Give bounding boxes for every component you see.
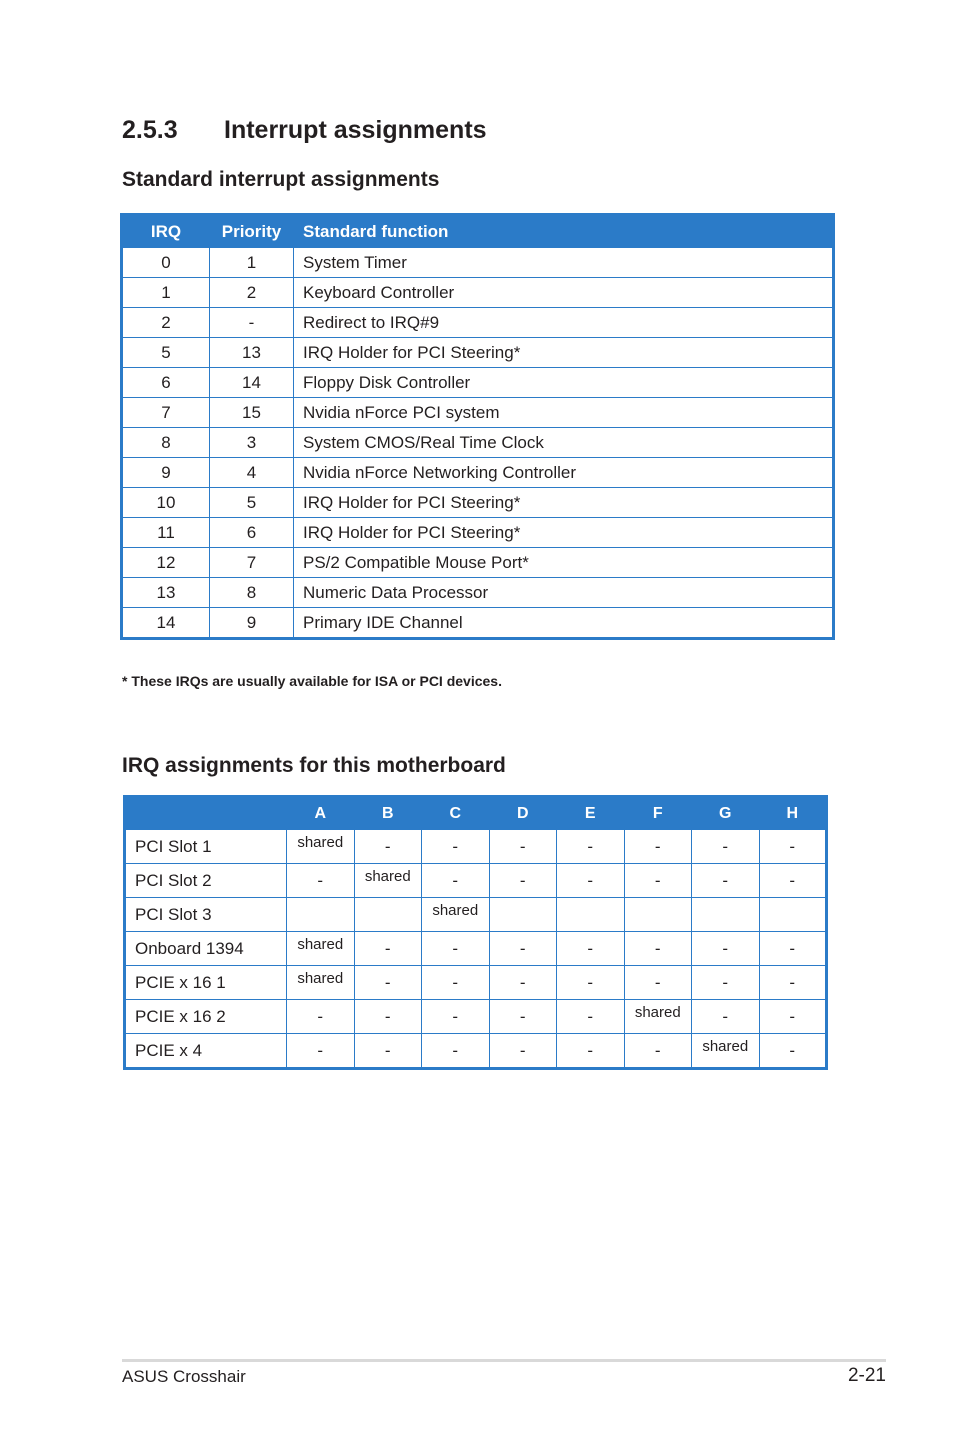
table-header-row <box>122 215 834 248</box>
function-cell: System Timer <box>294 248 834 278</box>
section-number: 2.5.3 <box>122 116 178 144</box>
assignment-cell <box>354 898 422 932</box>
irq-table-body <box>125 830 827 1069</box>
assignment-cell: - <box>557 830 625 864</box>
priority-cell: 3 <box>210 428 294 458</box>
assignment-cell: - <box>624 864 692 898</box>
assignment-cell: - <box>557 864 625 898</box>
irq-cell: 12 <box>122 548 210 578</box>
function-cell: Primary IDE Channel <box>294 608 834 639</box>
assignment-cell: - <box>422 932 490 966</box>
section-title <box>122 116 487 145</box>
assignment-cell: - <box>354 932 422 966</box>
priority-cell: 8 <box>210 578 294 608</box>
irq-assignment-table <box>123 795 828 1070</box>
irq-cell: 8 <box>122 428 210 458</box>
assignment-cell: - <box>354 830 422 864</box>
irq-cell: 11 <box>122 518 210 548</box>
device-name-cell: PCI Slot 2 <box>125 864 287 898</box>
assignment-cell: shared <box>422 898 490 932</box>
assignment-cell: - <box>557 1034 625 1069</box>
assignment-cell: - <box>489 966 557 1000</box>
assignment-cell: - <box>422 830 490 864</box>
function-cell: Redirect to IRQ#9 <box>294 308 834 338</box>
assignment-cell: - <box>489 864 557 898</box>
assignment-cell: shared <box>354 864 422 898</box>
function-cell: IRQ Holder for PCI Steering* <box>294 488 834 518</box>
priority-cell: 9 <box>210 608 294 639</box>
function-cell: Nvidia nForce Networking Controller <box>294 458 834 488</box>
table-row <box>122 368 834 398</box>
assignment-cell: shared <box>287 830 355 864</box>
table-row <box>125 1034 827 1069</box>
device-name-cell: PCIE x 4 <box>125 1034 287 1069</box>
assignment-cell: - <box>422 1034 490 1069</box>
priority-cell: 7 <box>210 548 294 578</box>
column-header-int-g: G <box>692 797 760 830</box>
standard-table-body <box>122 248 834 639</box>
table-header-row <box>125 797 827 830</box>
irq-cell: 1 <box>122 278 210 308</box>
priority-cell: 13 <box>210 338 294 368</box>
column-header-int-e: E <box>557 797 625 830</box>
function-cell: Nvidia nForce PCI system <box>294 398 834 428</box>
irq-cell: 13 <box>122 578 210 608</box>
section-title-text: Interrupt assignments <box>224 116 487 144</box>
priority-cell: 1 <box>210 248 294 278</box>
priority-cell: 15 <box>210 398 294 428</box>
assignment-cell: - <box>557 932 625 966</box>
table-row <box>122 338 834 368</box>
function-cell: Numeric Data Processor <box>294 578 834 608</box>
assignment-cell: - <box>624 966 692 1000</box>
assignment-cell: - <box>287 1000 355 1034</box>
table-row <box>125 864 827 898</box>
irq-cell: 14 <box>122 608 210 639</box>
function-cell: IRQ Holder for PCI Steering* <box>294 338 834 368</box>
function-cell: Floppy Disk Controller <box>294 368 834 398</box>
assignment-cell: - <box>489 932 557 966</box>
device-name-cell: PCIE x 16 1 <box>125 966 287 1000</box>
column-header-function: Standard function <box>294 215 834 248</box>
assignment-cell: - <box>624 830 692 864</box>
assignment-cell: - <box>692 830 760 864</box>
assignment-cell: - <box>759 864 827 898</box>
table-row <box>122 518 834 548</box>
assignment-cell: - <box>692 864 760 898</box>
assignment-cell: - <box>759 1000 827 1034</box>
assignment-cell <box>759 898 827 932</box>
device-name-cell: PCI Slot 3 <box>125 898 287 932</box>
table-row <box>125 1000 827 1034</box>
assignment-cell: - <box>489 1034 557 1069</box>
device-name-cell: Onboard 1394 <box>125 932 287 966</box>
assignment-cell: shared <box>287 966 355 1000</box>
assignment-cell: - <box>422 864 490 898</box>
assignment-cell: shared <box>692 1034 760 1069</box>
table-row <box>122 308 834 338</box>
column-header-irq: IRQ <box>122 215 210 248</box>
table-row <box>122 608 834 639</box>
footer-product-name: ASUS Crosshair <box>122 1367 246 1386</box>
irq-heading: IRQ assignments for this motherboard <box>122 754 506 777</box>
assignment-cell: - <box>287 1034 355 1069</box>
column-header-int-a: A <box>287 797 355 830</box>
irq-cell: 10 <box>122 488 210 518</box>
assignment-cell: - <box>354 966 422 1000</box>
assignment-cell: - <box>759 830 827 864</box>
function-cell: IRQ Holder for PCI Steering* <box>294 518 834 548</box>
table-row <box>125 830 827 864</box>
table-row <box>125 966 827 1000</box>
irq-cell: 5 <box>122 338 210 368</box>
irq-cell: 2 <box>122 308 210 338</box>
column-header-device <box>125 797 287 830</box>
footnote: * These IRQs are usually available for ISA or PCI devices. <box>122 673 502 689</box>
page-number: 2-21 <box>847 1365 886 1386</box>
assignment-cell: - <box>489 1000 557 1034</box>
assignment-cell: - <box>557 1000 625 1034</box>
assignment-cell: - <box>422 1000 490 1034</box>
column-header-int-b: B <box>354 797 422 830</box>
footer-rule <box>122 1359 886 1362</box>
assignment-cell: - <box>354 1034 422 1069</box>
assignment-cell: - <box>759 1034 827 1069</box>
assignment-cell: - <box>692 966 760 1000</box>
assignment-cell: - <box>287 864 355 898</box>
column-header-int-h: H <box>759 797 827 830</box>
table-row <box>125 898 827 932</box>
assignment-cell: - <box>624 932 692 966</box>
table-row <box>122 488 834 518</box>
assignment-cell: - <box>759 966 827 1000</box>
priority-cell: 5 <box>210 488 294 518</box>
assignment-cell: - <box>489 830 557 864</box>
priority-cell: - <box>210 308 294 338</box>
column-header-priority: Priority <box>210 215 294 248</box>
table-row <box>125 932 827 966</box>
assignment-cell: - <box>759 932 827 966</box>
assignment-cell <box>287 898 355 932</box>
table-row <box>122 548 834 578</box>
assignment-cell: - <box>624 1034 692 1069</box>
assignment-cell <box>624 898 692 932</box>
assignment-cell: - <box>354 1000 422 1034</box>
assignment-cell <box>557 898 625 932</box>
table-row <box>122 248 834 278</box>
table-row <box>122 428 834 458</box>
function-cell: Keyboard Controller <box>294 278 834 308</box>
standard-interrupt-table <box>120 213 835 640</box>
column-header-int-d: D <box>489 797 557 830</box>
assignment-cell: - <box>692 932 760 966</box>
priority-cell: 4 <box>210 458 294 488</box>
column-header-int-f: F <box>624 797 692 830</box>
function-cell: System CMOS/Real Time Clock <box>294 428 834 458</box>
assignment-cell <box>489 898 557 932</box>
priority-cell: 14 <box>210 368 294 398</box>
standard-heading: Standard interrupt assignments <box>122 168 440 191</box>
assignment-cell: shared <box>287 932 355 966</box>
function-cell: PS/2 Compatible Mouse Port* <box>294 548 834 578</box>
device-name-cell: PCI Slot 1 <box>125 830 287 864</box>
table-row <box>122 578 834 608</box>
irq-cell: 7 <box>122 398 210 428</box>
assignment-cell: - <box>692 1000 760 1034</box>
assignment-cell: - <box>422 966 490 1000</box>
assignment-cell: shared <box>624 1000 692 1034</box>
priority-cell: 2 <box>210 278 294 308</box>
column-header-int-c: C <box>422 797 490 830</box>
irq-cell: 6 <box>122 368 210 398</box>
irq-cell: 0 <box>122 248 210 278</box>
table-row <box>122 458 834 488</box>
table-row <box>122 278 834 308</box>
table-row <box>122 398 834 428</box>
assignment-cell: - <box>557 966 625 1000</box>
assignment-cell <box>692 898 760 932</box>
priority-cell: 6 <box>210 518 294 548</box>
device-name-cell: PCIE x 16 2 <box>125 1000 287 1034</box>
irq-cell: 9 <box>122 458 210 488</box>
